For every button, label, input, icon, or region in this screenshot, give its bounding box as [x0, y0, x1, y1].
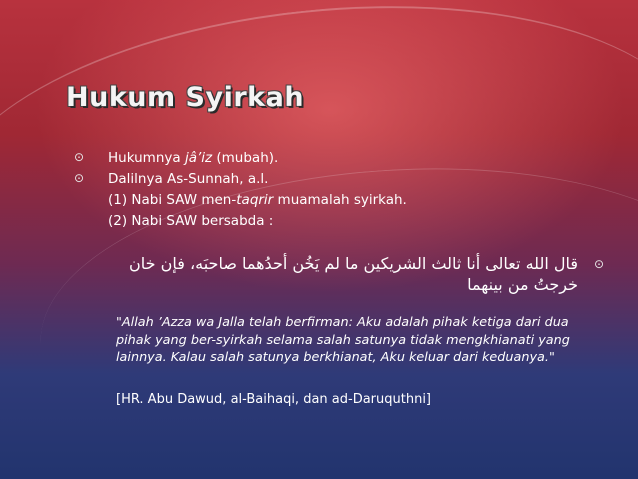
bullet-text: Dalilnya As-Sunnah, a.l. — [108, 171, 269, 187]
circled-dot-icon: ⊙ — [74, 171, 85, 185]
slide-title: Hukum Syirkah — [66, 82, 305, 113]
arabic-hadith-text: قال الله تعالى أنا ثالث الشريكين ما لم يَخُن أحدُهما صاحبَه، فإن خان خرجتُ من بينهما — [129, 254, 578, 294]
sub-line: (1) Nabi SAW men-taqrir muamalah syirkah. — [108, 192, 407, 208]
hadith-source: [HR. Abu Dawud, al-Baihaqi, dan ad-Daruquthni] — [116, 392, 432, 407]
translation-quote: "Allah ’Azza wa Jalla telah berfirman: Aku adalah pihak ketiga dari dua pihak yang ber-syirkah selama salah satunya tidak mengkhianati yang lainnya. Kalau salah satunya berkhianat, Aku keluar dari keduanya." — [116, 315, 570, 365]
sub-line: (2) Nabi SAW bersabda : — [108, 213, 274, 229]
arabic-bullet — [94, 253, 604, 301]
circled-dot-icon: ⊙ — [593, 257, 604, 271]
circled-dot-icon: ⊙ — [74, 150, 85, 164]
bullet-text: Hukumnya jâ’iz (mubah). — [108, 150, 279, 166]
